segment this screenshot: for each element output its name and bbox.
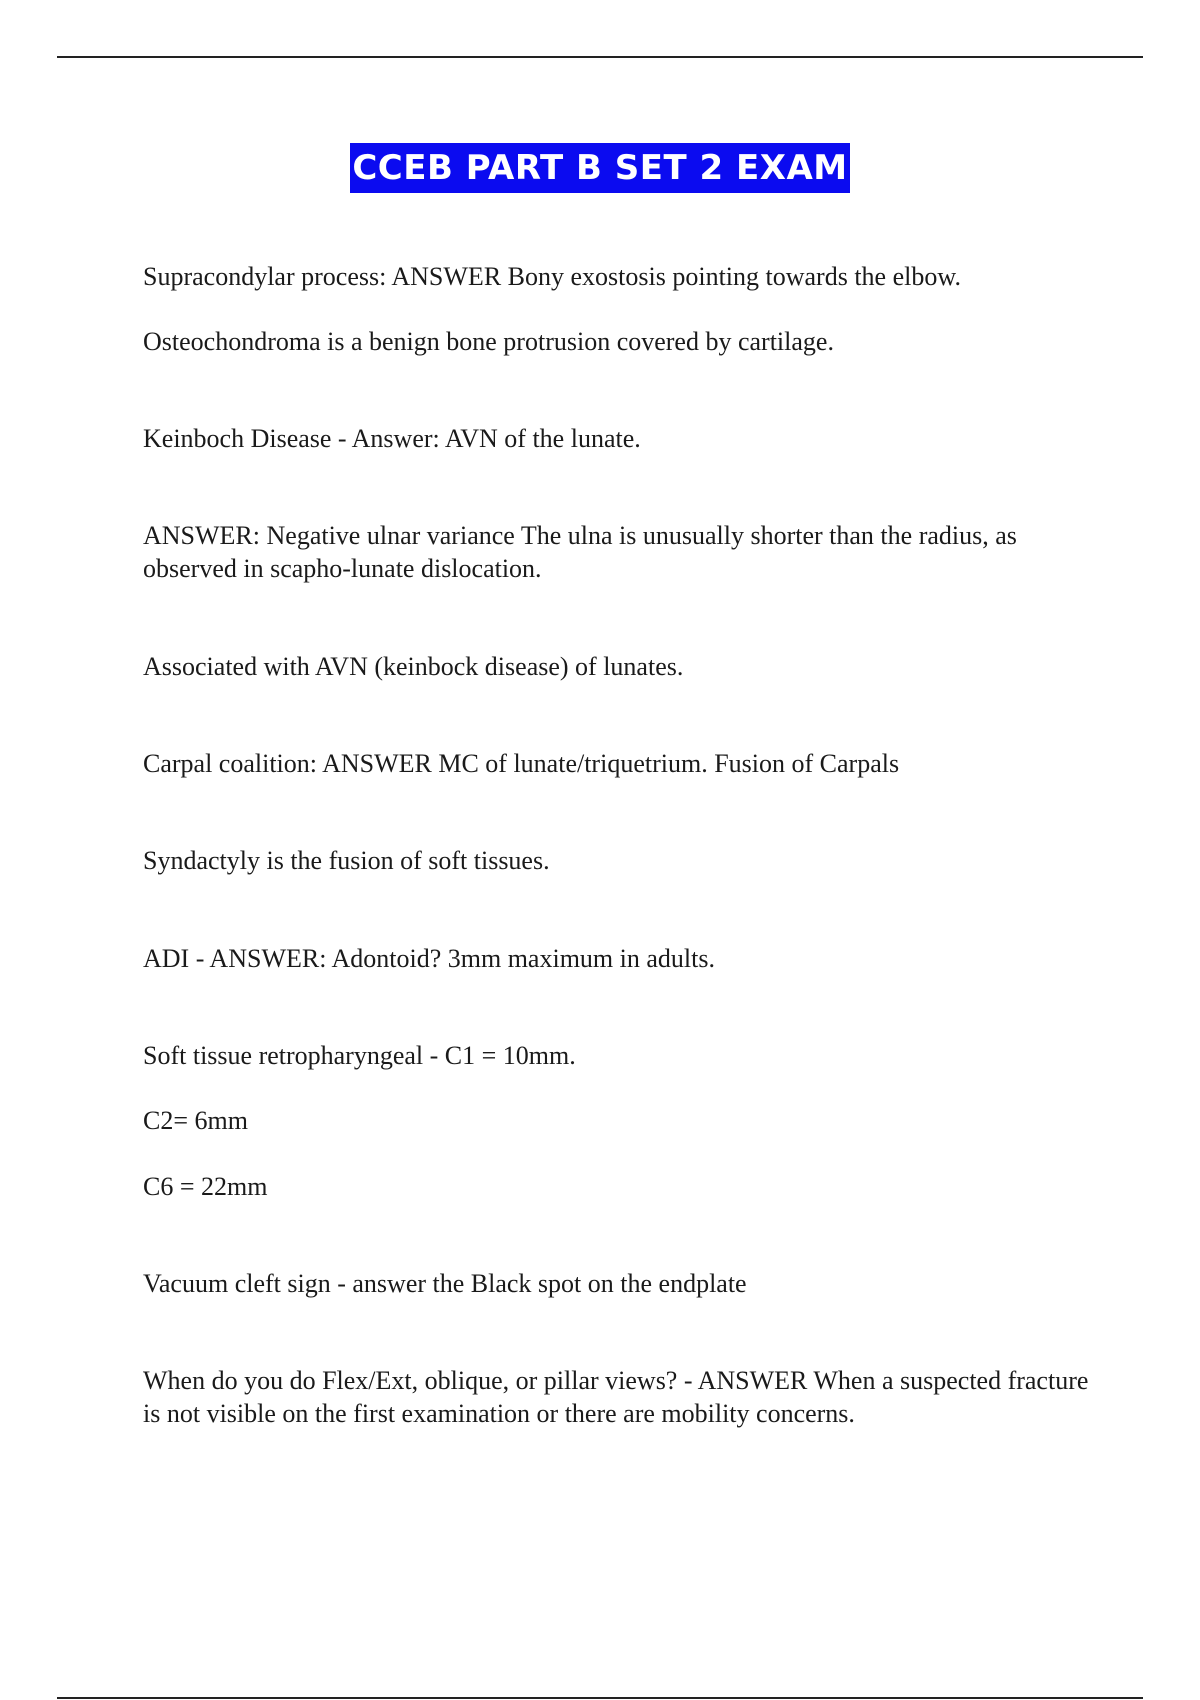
paragraph-avn-lunates: Associated with AVN (keinbock disease) of lunates.	[143, 652, 684, 681]
paragraph-carpal-coalition: Carpal coalition: ANSWER MC of lunate/triquetrium. Fusion of Carpals	[143, 749, 900, 778]
bottom-divider	[57, 1697, 1143, 1699]
paragraph-adi: ADI - ANSWER: Adontoid? 3mm maximum in adults.	[143, 944, 715, 973]
title-container	[0, 143, 1200, 193]
paragraph-c2: C2= 6mm	[143, 1106, 248, 1135]
paragraph-syndactyly: Syndactyly is the fusion of soft tissues.	[143, 846, 550, 875]
paragraph-supracondylar: Supracondylar process: ANSWER Bony exostosis pointing towards the elbow.	[143, 262, 961, 291]
top-divider	[57, 56, 1143, 58]
paragraph-retropharyngeal: Soft tissue retropharyngeal - C1 = 10mm.	[143, 1041, 576, 1070]
paragraph-osteochondroma: Osteochondroma is a benign bone protrusion covered by cartilage.	[143, 327, 834, 356]
paragraph-views: When do you do Flex/Ext, oblique, or pillar views? - ANSWER When a suspected fracture is not visible on the first examination or there are mobility concerns.	[143, 1366, 1089, 1428]
paragraph-keinboch: Keinboch Disease - Answer: AVN of the lunate.	[143, 424, 641, 453]
document-title: CCEB PART B SET 2 EXAM	[350, 143, 849, 193]
paragraph-ulnar-variance: ANSWER: Negative ulnar variance The ulna is unusually shorter than the radius, as observed in scapho-lunate dislocation.	[143, 521, 1017, 583]
paragraph-c6: C6 = 22mm	[143, 1172, 268, 1201]
paragraph-vacuum-cleft: Vacuum cleft sign - answer the Black spot on the endplate	[143, 1269, 747, 1298]
